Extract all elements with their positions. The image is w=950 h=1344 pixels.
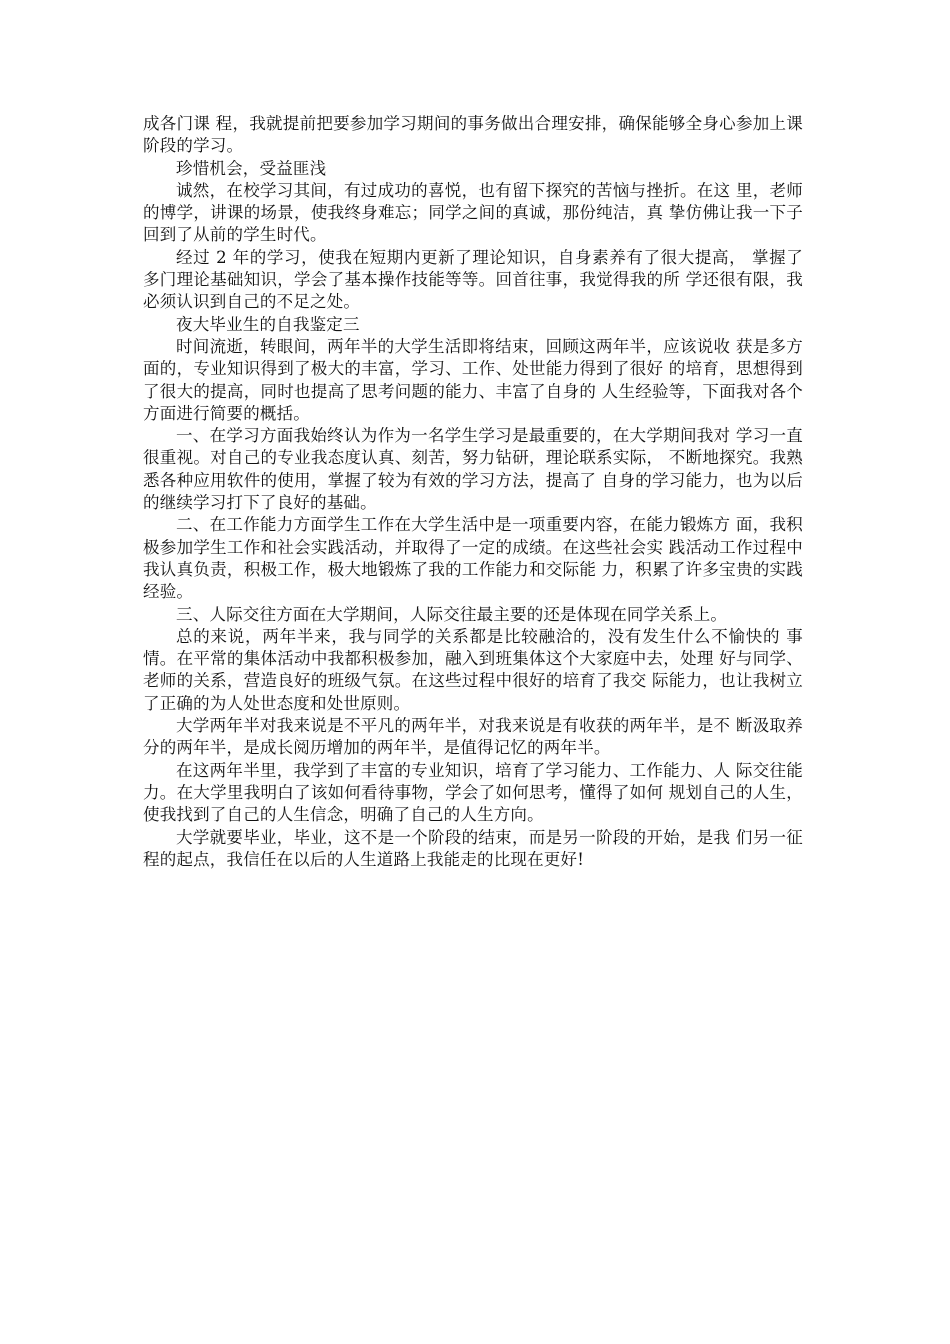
- paragraph-4: 经过 2 年的学习，使我在短期内更新了理论知识，自身素养有了很大提高， 掌握了多门理论基础知识，学会了基本操作技能等等。回首往事，我觉得我的所 学还很有限，我必须认识到自己的不足之处。: [143, 247, 803, 312]
- paragraph-graduation: 大学就要毕业，毕业，这不是一个阶段的结束，而是另一阶段的开始，是我 们另一征程的起点，我信任在以后的人生道路上我能走的比现在更好!: [143, 827, 803, 869]
- paragraph-6: 时间流逝，转眼间，两年半的大学生活即将结束，回顾这两年半，应该说收 获是多方面的，专业知识得到了极大的丰富，学习、工作、处世能力得到了很好 的培育，思想得到了很大的提高，同时也提高了思考问题的能力、丰富了自身的 人生经验等，下面我对各个方面进行简要的概括。: [143, 336, 803, 423]
- paragraph-interpersonal: 三、人际交往方面在大学期间，人际交往最主要的还是体现在同学关系上。: [176, 604, 728, 624]
- paragraph-summary: 总的来说，两年半来，我与同学的关系都是比较融洽的，没有发生什么不愉快的 事情。在平常的集体活动中我都积极参加，融入到班集体这个大家庭中去，处理 好与同学、老师的关系，营造良好的班级气氛。在这些过程中很好的培育了我交 际能力，也让我树立了正确的为人处世态度和处世原则。: [143, 626, 803, 713]
- paragraph-study: 一、在学习方面我始终认为作为一名学生学习是最重要的，在大学期间我对 学习一直很重视。对自己的专业我态度认真、刻苦，努力钻研，理论联系实际， 不断地探究。我熟悉各种应用软件的使用，掌握了较为有效的学习方法，提高了 自身的学习能力，也为以后的继续学习打下了良好的基础。: [143, 426, 803, 513]
- paragraph-work-ability: 二、在工作能力方面学生工作在大学生活中是一项重要内容，在能力锻炼方 面，我积极参加学生工作和社会实践活动，并取得了一定的成绩。在这些社会实 践活动工作过程中我认真负责，积极工作，极大地锻炼了我的工作能力和交际能 力，积累了许多宝贵的实践经验。: [143, 515, 803, 602]
- paragraph-3: 诚然，在校学习其间，有过成功的喜悦，也有留下探究的苦恼与挫折。在这 里，老师的博学，讲课的场景，使我终身难忘；同学之间的真诚，那份纯洁，真 挚仿佛让我一下子回到了从前的学生时代。: [143, 180, 803, 245]
- paragraph-gains: 在这两年半里，我学到了丰富的专业知识，培育了学习能力、工作能力、人 际交往能力。在大学里我明白了该如何看待事物，学会了如何思考，懂得了如何 规划自己的人生，使我找到了自己的人生信念，明确了自己的人生方向。: [143, 760, 803, 825]
- section-heading-cherish-opportunity: 珍惜机会，受益匪浅: [176, 158, 327, 178]
- paragraph-two-and-half-years: 大学两年半对我来说是不平凡的两年半，对我来说是有收获的两年半，是不 断汲取养分的两年半，是成长阅历增加的两年半，是值得记忆的两年半。: [143, 716, 803, 758]
- document-body: [143, 113, 803, 871]
- paragraph-1: 成各门课 程，我就提前把要参加学习期间的事务做出合理安排，确保能够全身心参加上课 阶段的学习。: [143, 114, 803, 156]
- section-heading-self-assessment-three: 夜大毕业生的自我鉴定三: [176, 314, 360, 334]
